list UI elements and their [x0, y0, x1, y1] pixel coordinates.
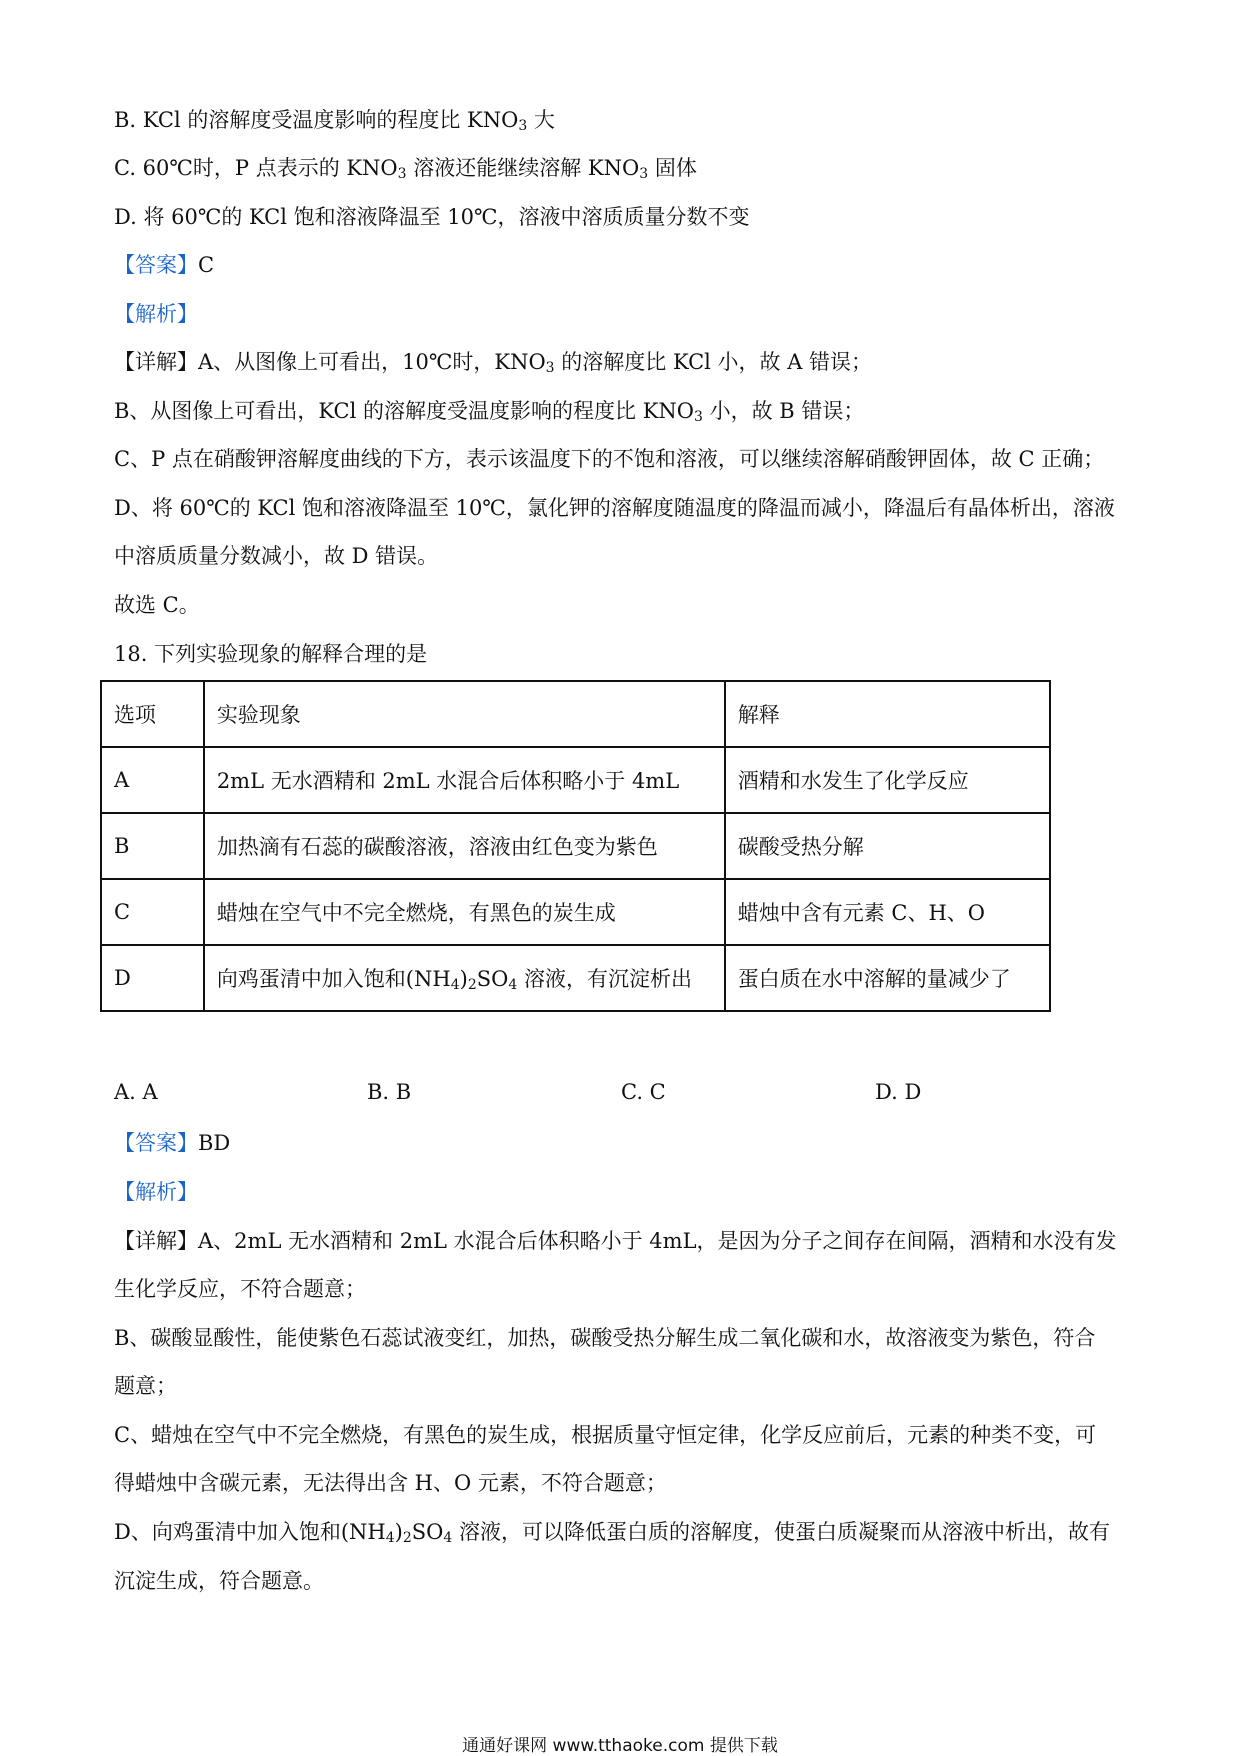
answer-label: 【答案】	[114, 1131, 198, 1155]
q17-detail-d-2: 中溶质质量分数减小，故 D 错误。	[114, 544, 439, 568]
q18-analysis-label: 【解析】	[114, 1180, 198, 1204]
header-phenomenon: 实验现象	[204, 681, 725, 747]
q17-detail-a: 【详解】A、从图像上可看出，10℃时，$KNO_3$ 的溶解度比 KCl 小，故 A 错误；	[114, 350, 873, 376]
table-row	[101, 813, 1050, 879]
choice-c: C. C	[621, 1080, 666, 1104]
detail-label: 【详解】	[114, 1229, 198, 1253]
q18-detail-d-2: 沉淀生成，符合题意。	[114, 1569, 324, 1593]
q17-option-b: B. KCl 的溶解度受温度影响的程度比 $KNO_3$ 大	[114, 108, 555, 134]
row-option: A	[101, 747, 204, 813]
row-phenomenon: 蜡烛在空气中不完全燃烧，有黑色的炭生成	[204, 879, 725, 945]
q18-detail-a-2: 生化学反应，不符合题意；	[114, 1277, 366, 1301]
answer-label: 【答案】	[114, 253, 198, 277]
q18-detail-a-1: 【详解】A、2mL 无水酒精和 2mL 水混合后体积略小于 4mL，是因为分子之间存在间隔，酒精和水没有发	[114, 1229, 1117, 1253]
table-row	[101, 747, 1050, 813]
choice-a: A. A	[114, 1080, 158, 1104]
row-option: C	[101, 879, 204, 945]
table-row	[101, 879, 1050, 945]
q17-conclusion: 故选 C。	[114, 593, 200, 617]
q18-detail-b-1: B、碳酸显酸性，能使紫色石蕊试液变红，加热，碳酸受热分解生成二氧化碳和水，故溶液变为紫色，符合	[114, 1326, 1096, 1350]
q18-table	[100, 680, 1051, 1012]
choice-b: B. B	[367, 1080, 412, 1104]
q18-detail-b-2: 题意；	[114, 1374, 177, 1398]
choice-d: D. D	[875, 1080, 922, 1104]
q17-detail-b: B、从图像上可看出，KCl 的溶解度受温度影响的程度比 $KNO_3$ 小，故 B 错误；	[114, 399, 865, 425]
row-explanation: 蛋白质在水中溶解的量减少了	[725, 945, 1050, 1011]
q18-answer	[114, 1128, 1134, 1158]
answer-value: BD	[198, 1131, 231, 1155]
header-option: 选项	[101, 681, 204, 747]
q18-detail-d-1: D、向鸡蛋清中加入饱和$(NH_4)_2SO_4$ 溶液，可以降低蛋白质的溶解度，使蛋白质凝聚而从溶液中析出，故有	[114, 1520, 1110, 1546]
table-row	[101, 945, 1050, 1011]
table-header-row	[101, 681, 1050, 747]
row-phenomenon: 向鸡蛋清中加入饱和$(NH_4)_2SO_4$ 溶液，有沉淀析出	[204, 945, 725, 1011]
page-footer: 通通好课网 www.tthaoke.com 提供下载	[462, 1736, 778, 1756]
row-explanation: 碳酸受热分解	[725, 813, 1050, 879]
q18-detail-c-1: C、蜡烛在空气中不完全燃烧，有黑色的炭生成，根据质量守恒定律，化学反应前后，元素的种类不变，可	[114, 1423, 1097, 1447]
q17-answer	[114, 250, 1134, 280]
q17-option-c: C. 60℃时，P 点表示的 $KNO_3$ 溶液还能继续溶解 $KNO_3$ 固体	[114, 156, 697, 182]
q18-detail-c-2: 得蜡烛中含碳元素，无法得出含 H、O 元素，不符合题意；	[114, 1471, 667, 1495]
row-option: B	[101, 813, 204, 879]
row-explanation: 酒精和水发生了化学反应	[725, 747, 1050, 813]
row-phenomenon: 加热滴有石蕊的碳酸溶液，溶液由红色变为紫色	[204, 813, 725, 879]
q17-option-d: D. 将 60℃的 KCl 饱和溶液降温至 10℃，溶液中溶质质量分数不变	[114, 205, 750, 229]
q18-question: 18. 下列实验现象的解释合理的是	[114, 642, 428, 666]
q17-detail-d-1: D、将 60℃的 KCl 饱和溶液降温至 10℃，氯化钾的溶解度随温度的降温而减小，降温后有晶体析出，溶液	[114, 496, 1115, 520]
q17-detail-c: C、P 点在硝酸钾溶解度曲线的下方，表示该温度下的不饱和溶液，可以继续溶解硝酸钾固体，故 C 正确；	[114, 447, 1105, 471]
detail-label: 【详解】	[114, 350, 198, 374]
q18-choices	[0, 1080, 1240, 1110]
row-phenomenon: 2mL 无水酒精和 2mL 水混合后体积略小于 4mL	[204, 747, 725, 813]
header-explanation: 解释	[725, 681, 1050, 747]
row-explanation: 蜡烛中含有元素 C、H、O	[725, 879, 1050, 945]
answer-value: C	[198, 253, 215, 277]
q17-analysis-label: 【解析】	[114, 302, 198, 326]
row-option: D	[101, 945, 204, 1011]
